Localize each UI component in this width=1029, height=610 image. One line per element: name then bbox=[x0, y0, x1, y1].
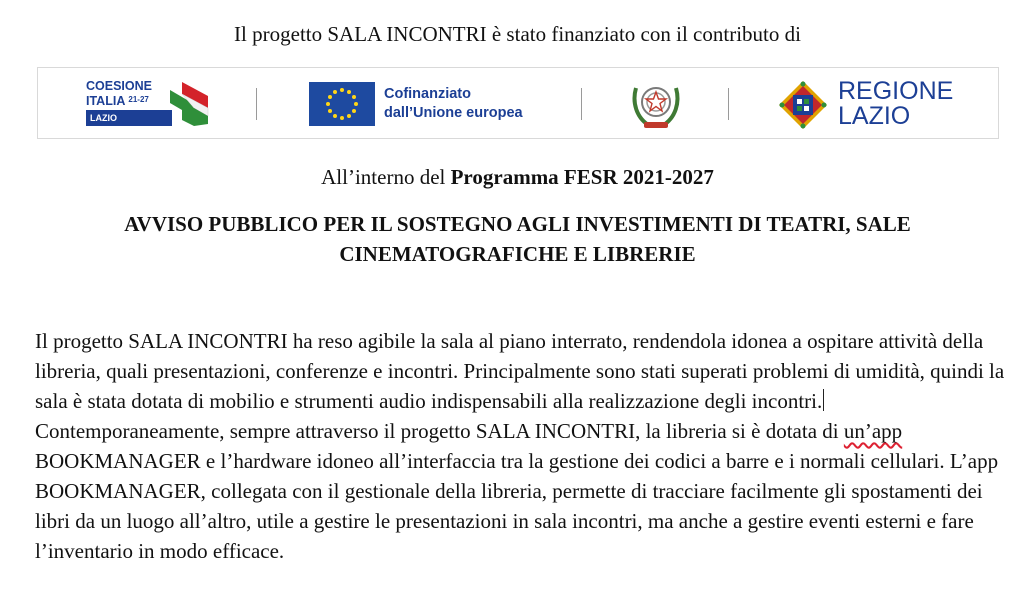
coesione-italia-logo bbox=[38, 68, 238, 140]
eu-line2: dall’Unione europea bbox=[384, 105, 523, 121]
programme-line bbox=[0, 163, 1029, 191]
spellcheck-flagged-word[interactable]: un’app bbox=[843, 419, 903, 443]
coesione-years: 21-27 bbox=[128, 95, 149, 104]
regione-lazio-crest-icon bbox=[778, 80, 828, 130]
regione-line1: REGIONE bbox=[838, 77, 954, 105]
notice-heading bbox=[40, 209, 995, 269]
heading-line2: CINEMATOGRAFICHE E LIBRERIE bbox=[339, 242, 696, 266]
logo-separator bbox=[581, 88, 582, 120]
coesione-line1: COESIONE bbox=[86, 79, 152, 93]
eu-line1: Cofinanziato bbox=[384, 86, 471, 102]
logo-separator bbox=[728, 88, 729, 120]
text-cursor bbox=[823, 389, 824, 411]
italian-republic-emblem-icon bbox=[628, 78, 684, 132]
coesione-region-tag: LAZIO bbox=[86, 110, 172, 126]
intro-text: Il progetto SALA INCONTRI è stato finanziato con il contributo di bbox=[234, 22, 801, 46]
coesione-line2: ITALIA bbox=[86, 94, 125, 108]
heading-line1: AVVISO PUBBLICO PER IL SOSTEGNO AGLI INVESTIMENTI DI TEATRI, SALE bbox=[124, 212, 911, 236]
funding-logos-band bbox=[37, 67, 999, 139]
programme-name: Programma FESR 2021-2027 bbox=[450, 165, 714, 189]
body-paragraph[interactable] bbox=[35, 416, 1020, 566]
eu-cofinanced-label bbox=[384, 85, 523, 123]
regione-lazio-label bbox=[838, 79, 953, 129]
paragraph1-text: Il progetto SALA INCONTRI ha reso agibile la sala al piano interrato, rendendola idonea a ospitare attività della libreria, quali presentazioni, conferenze e incontri. Principalmente sono stati superati problemi di umidità, quindi la sala è stata dotata di mobilio e strumenti audio indispensabili alla realizzazione degli incontri. bbox=[35, 329, 1005, 413]
paragraph2-end: BOOKMANAGER e l’hardware idoneo all’interfaccia tra la gestione dei codici a barre e i normali cellulari. L’app BOOKMANAGER, collegata con il gestionale della libreria, permette di tracciare facilmente gli spostamenti dei libri da un luogo all’altro, utile a gestire le presentazioni in sala incontri, ma anche a gestire eventi esterni e fare l’inventario in modo efficace. bbox=[35, 449, 999, 563]
body-text[interactable] bbox=[35, 326, 1020, 566]
paragraph2-start: Contemporaneamente, sempre attraverso il progetto SALA INCONTRI, la libreria si è dotata di bbox=[35, 419, 844, 443]
programme-prefix: All’interno del bbox=[321, 165, 451, 189]
body-paragraph[interactable] bbox=[35, 326, 1020, 416]
eu-flag-icon bbox=[309, 82, 375, 126]
regione-line2: LAZIO bbox=[838, 102, 911, 130]
coesione-chevron-icon bbox=[156, 80, 210, 128]
logo-separator bbox=[256, 88, 257, 120]
